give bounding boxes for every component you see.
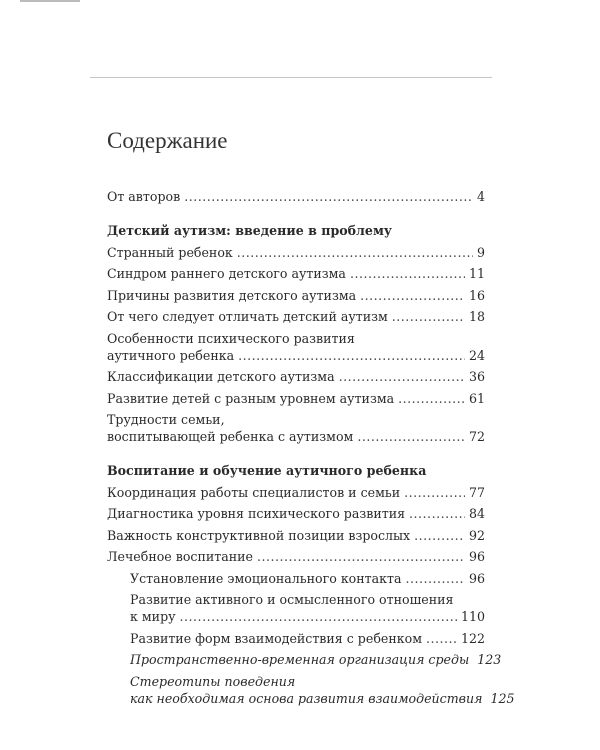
toc-entry-text: воспитывающей ребенка с аутизмом <box>107 429 354 444</box>
toc-entry-line <box>130 673 485 690</box>
scan-artifact <box>20 0 80 2</box>
toc-entry-text: Координация работы специалистов и семьи <box>107 484 401 500</box>
toc-entry-line <box>107 287 485 304</box>
toc-entry[interactable] <box>107 570 485 587</box>
header-rule <box>90 77 492 78</box>
page-title: Содержание <box>107 128 228 153</box>
dot-leader <box>406 570 465 587</box>
toc-page-number: 96 <box>468 570 485 586</box>
toc-entry-line <box>107 308 485 325</box>
dot-leader <box>392 308 465 325</box>
toc-entry-line <box>130 651 502 668</box>
toc-entry[interactable] <box>107 411 485 445</box>
toc-page-number: 18 <box>468 309 485 324</box>
toc-page-number: 11 <box>468 266 485 281</box>
toc-entry-text: От авторов <box>107 189 181 204</box>
toc-entry[interactable] <box>107 287 485 304</box>
toc-entry-text: к миру <box>130 609 176 624</box>
toc-entry-text: Классификации детского аутизма <box>107 369 335 384</box>
toc-entry-text: Причины развития детского аутизма <box>107 287 357 303</box>
toc-entry-line <box>107 347 485 364</box>
toc-entry-line <box>130 630 485 647</box>
toc-page-number: 16 <box>468 287 485 303</box>
toc-page-number: 122 <box>460 630 485 646</box>
toc-page-number: 4 <box>476 189 485 204</box>
toc-entry-text: Установление эмоционального контакта <box>130 570 402 586</box>
toc-entry[interactable] <box>107 505 485 522</box>
toc-section <box>107 222 485 445</box>
toc-page-number: 84 <box>468 506 485 521</box>
toc-entry-text: Синдром раннего детского аутизма <box>107 266 346 281</box>
toc-entry[interactable] <box>107 673 515 707</box>
dot-leader <box>237 244 473 261</box>
toc-page-number: 125 <box>490 690 515 706</box>
dot-leader <box>409 505 465 522</box>
section-heading[interactable]: Детский аутизм: введение в проблему <box>107 223 392 238</box>
toc-entry-line <box>107 548 485 565</box>
toc-entry[interactable] <box>107 308 485 325</box>
toc-entry-text: Развитие форм взаимодействия с ребенком <box>130 630 422 646</box>
toc-entry-line <box>107 505 485 522</box>
toc-entry[interactable] <box>107 484 485 501</box>
toc-entry-text: как необходимая основа развития взаимодействия <box>130 690 483 706</box>
toc-entry-line <box>107 411 485 428</box>
toc-entry-text: Трудности семьи, <box>107 412 225 427</box>
toc-entry[interactable] <box>107 651 502 668</box>
toc-entry-line <box>107 527 485 544</box>
toc-entry-line <box>107 244 485 261</box>
toc-entry[interactable] <box>107 630 485 647</box>
dot-leader <box>238 347 465 364</box>
dot-leader <box>184 188 473 205</box>
toc-entry-text: Особенности психического развития <box>107 330 355 346</box>
toc-entry-text: Стереотипы поведения <box>130 673 296 689</box>
dot-leader <box>398 390 465 407</box>
toc-entry[interactable] <box>107 548 485 565</box>
toc-entry[interactable] <box>107 188 485 205</box>
dot-leader <box>414 527 465 544</box>
toc-entry-line <box>107 330 485 347</box>
dot-leader <box>357 428 465 445</box>
toc-entry-text: Странный ребенок <box>107 244 233 260</box>
toc-entry-text: Развитие детей с разным уровнем аутизма <box>107 390 395 406</box>
toc-page-number: 110 <box>460 609 485 624</box>
toc-page-number: 72 <box>468 429 485 444</box>
toc-page-number: 61 <box>468 390 485 406</box>
dot-leader <box>350 265 465 282</box>
toc-entry[interactable] <box>107 330 485 364</box>
toc-entry-text: Лечебное воспитание <box>107 549 253 564</box>
toc-entry[interactable] <box>107 244 485 261</box>
toc-page-number: 9 <box>476 244 485 260</box>
dot-leader <box>426 630 457 647</box>
dot-leader <box>180 608 457 625</box>
toc-entry[interactable] <box>107 591 485 625</box>
toc-entry-text: Диагностика уровня психического развития <box>107 506 406 521</box>
toc-entry-line <box>107 390 485 407</box>
toc-page-number: 123 <box>477 652 502 667</box>
toc-entry-text: Пространственно-временная организация среды <box>130 652 470 667</box>
toc-page-number: 24 <box>468 347 485 363</box>
dot-leader <box>360 287 465 304</box>
toc-entry[interactable] <box>107 527 485 544</box>
toc-entry[interactable] <box>107 390 485 407</box>
toc-entry-line <box>130 591 485 608</box>
toc-entry-line <box>107 368 485 385</box>
toc-entry-line <box>107 428 485 445</box>
toc-entry[interactable] <box>107 265 485 282</box>
toc-entry-text: аутичного ребенка <box>107 347 235 363</box>
toc-entry[interactable] <box>107 368 485 385</box>
toc-entry-text: От чего следует отличать детский аутизм <box>107 309 388 324</box>
toc-page-number: 96 <box>468 549 485 564</box>
toc-page-number: 92 <box>468 527 485 543</box>
toc-page-number: 36 <box>468 369 485 384</box>
dot-leader <box>339 368 465 385</box>
toc-entry-text: Развитие активного и осмысленного отношения <box>130 592 454 607</box>
toc-entry-text: Важность конструктивной позиции взрослых <box>107 527 411 543</box>
toc-page-number: 77 <box>468 484 485 500</box>
toc-entry-line <box>107 484 485 501</box>
toc-entry-line <box>130 690 515 707</box>
toc-entry-line <box>130 608 485 625</box>
toc-section <box>107 462 515 707</box>
toc-entry-line <box>107 265 485 282</box>
section-heading[interactable]: Воспитание и обучение аутичного ребенка <box>107 463 427 478</box>
dot-leader <box>257 548 465 565</box>
table-of-contents <box>107 188 515 707</box>
dot-leader <box>404 484 465 501</box>
toc-entry-line <box>130 570 485 587</box>
